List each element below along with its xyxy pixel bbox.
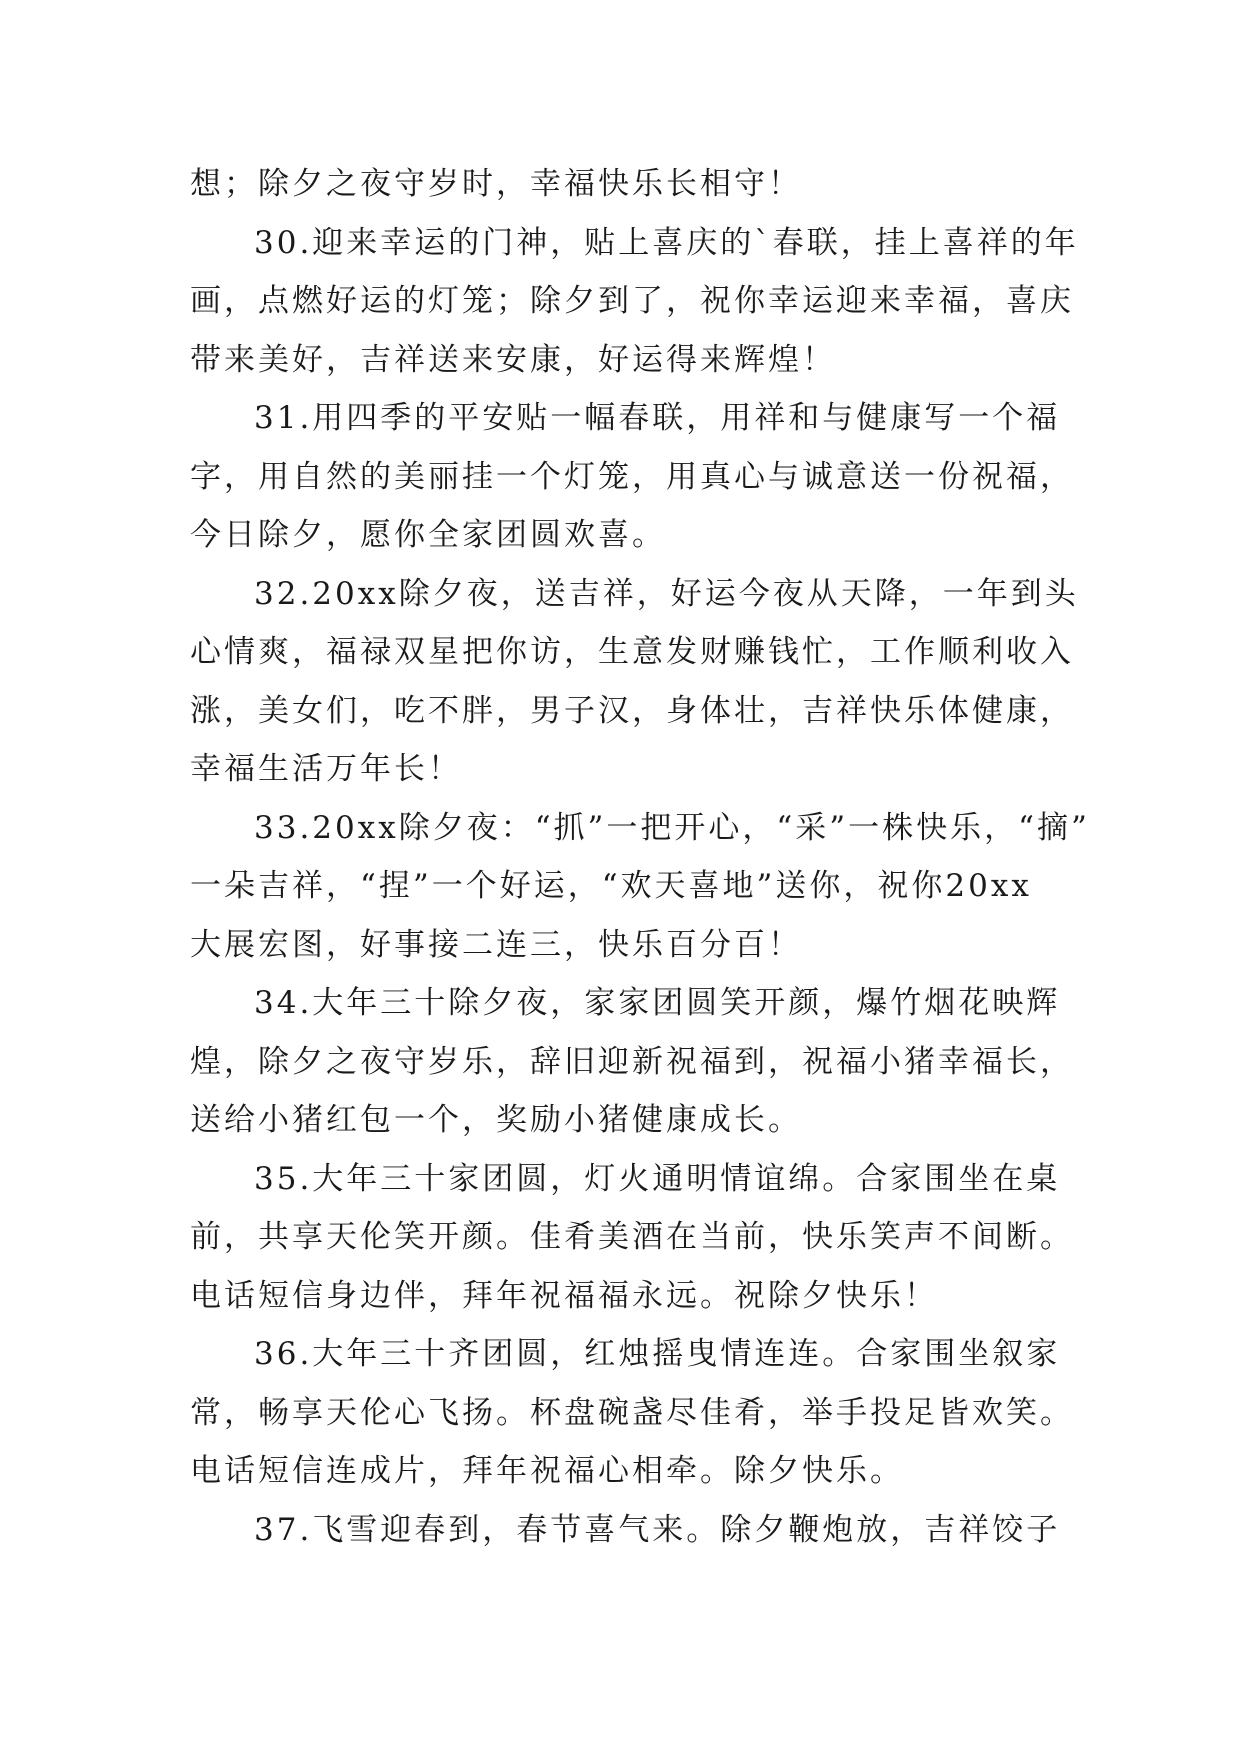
- text-line: 心情爽，福禄双星把你访，生意发财赚钱忙，工作顺利收入: [190, 634, 1074, 670]
- text-line: 36.大年三十齐团圆，红烛摇曳情连连。合家围坐叙家: [254, 1336, 1061, 1372]
- text-line: 31.用四季的平安贴一幅春联，用祥和与健康写一个福: [254, 400, 1061, 436]
- text-line: 电话短信身边伴，拜年祝福福永远。祝除夕快乐！: [190, 1277, 938, 1314]
- text-line: 送给小猪红包一个，奖励小猪健康成长。: [190, 1102, 802, 1138]
- text-line: 37.飞雪迎春到，春节喜气来。除夕鞭炮放，吉祥饺子: [254, 1511, 1061, 1548]
- text-line: 带来美好，吉祥送来安康，好运得来辉煌！: [190, 341, 836, 378]
- text-line: 想；除夕之夜守岁时，幸福快乐长相守！: [190, 166, 802, 202]
- text-line: 33.20xx除夕夜：“抓”一把开心，“采”一株快乐，“摘”: [254, 809, 1090, 846]
- text-line: 30.迎来幸运的门神，贴上喜庆的`春联，挂上喜祥的年: [254, 224, 1079, 261]
- text-line: 幸福生活万年长！: [190, 751, 462, 787]
- text-line: 34.大年三十除夕夜，家家团圆笑开颜，爆竹烟花映辉: [254, 985, 1061, 1021]
- text-line: 煌，除夕之夜守岁乐，辞旧迎新祝福到，祝福小猪幸福长，: [190, 1043, 1074, 1080]
- text-line: 35.大年三十家团圆，灯火通明情谊绵。合家围坐在桌: [254, 1160, 1061, 1197]
- text-line: 32.20xx除夕夜，送吉祥，好运今夜从天降，一年到头: [254, 575, 1079, 612]
- text-line: 前，共享天伦笑开颜。佳肴美酒在当前，快乐笑声不间断。: [190, 1219, 1074, 1255]
- text-line: 大展宏图，好事接二连三，快乐百分百！: [190, 926, 802, 963]
- text-line: 电话短信连成片，拜年祝福心相牵。除夕快乐。: [190, 1453, 904, 1489]
- text-line: 字，用自然的美丽挂一个灯笼，用真心与诚意送一份祝福，: [190, 458, 1074, 495]
- document-body: [190, 155, 1090, 1559]
- text-line: 一朵吉祥，“捏”一个好运，“欢天喜地”送你，祝你20xx: [190, 868, 1032, 904]
- text-line: 涨，美女们，吃不胖，男子汉，身体壮，吉祥快乐体健康，: [190, 692, 1074, 729]
- text-line: 今日除夕，愿你全家团圆欢喜。: [190, 517, 666, 553]
- text-line: 常，畅享天伦心飞扬。杯盘碗盏尽佳肴，举手投足皆欢笑。: [190, 1394, 1074, 1431]
- text-line: 画，点燃好运的灯笼；除夕到了，祝你幸运迎来幸福，喜庆: [190, 283, 1074, 319]
